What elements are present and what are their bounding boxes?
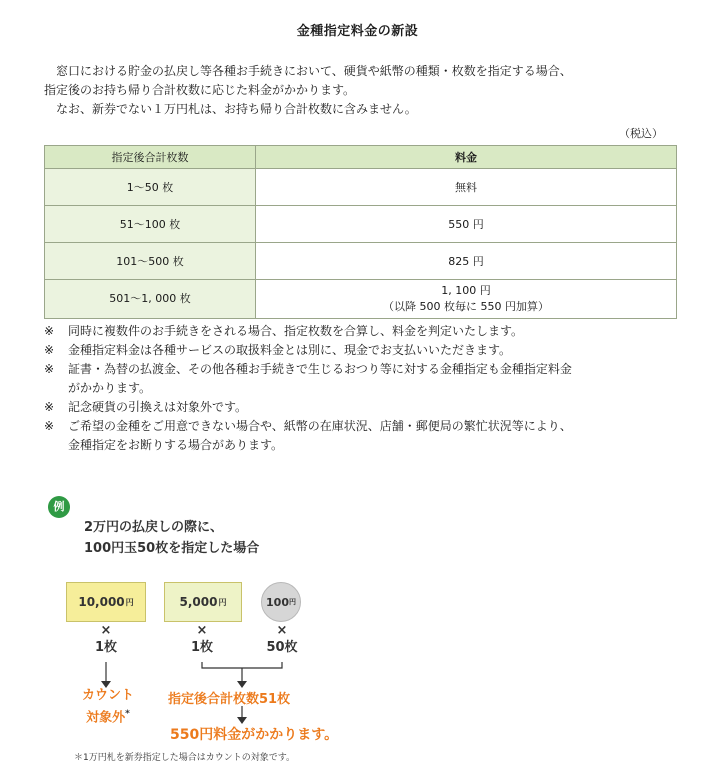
intro-line-1: 窓口における貯金の払戻し等各種お手続きにおいて、硬貨や紙幣の種類・枚数を指定する場合、: [56, 64, 572, 78]
yen-unit: 円: [218, 597, 227, 607]
note-mark: ※: [44, 419, 55, 433]
times-sign: ×: [196, 623, 208, 638]
row-fee-sub: （以降 500 枚毎に 550 円加算）: [383, 300, 549, 313]
example-title-line-1: 2万円の払戻しの際に、: [84, 520, 224, 535]
note-text-cont: 金種指定をお断りする場合があります。: [68, 438, 284, 452]
header-fee: 料金: [256, 146, 677, 169]
times-sign: ×: [276, 623, 288, 638]
note-text: 同時に複数件のお手続きをされる場合、指定枚数を合算し、料金を判定いたします。: [68, 324, 524, 338]
excluded-line-1: カウント: [81, 688, 134, 703]
note-mark: ※: [44, 400, 55, 414]
tax-included-note: （税込）: [619, 127, 663, 140]
excluded-line-2: 対象外: [86, 710, 126, 726]
note-text: 証書・為替の払渡金、その他各種お手続きで生じるおつり等に対する金種指定も金種指定料金: [68, 362, 572, 376]
example-badge: 例: [48, 496, 70, 518]
bracket-line: [202, 662, 282, 668]
row-fee: 825 円: [256, 243, 677, 280]
result-label: 550円料金がかかります。: [170, 727, 339, 743]
intro-line-2: 指定後のお持ち帰り合計枚数に応じた料金がかかります。: [44, 83, 356, 97]
row-count: 501～1, 000 枚: [45, 280, 256, 319]
yen-unit: 円: [125, 597, 134, 607]
row-fee: 550 円: [256, 206, 677, 243]
arrow-head-result: [237, 717, 247, 724]
total-count-label: 指定後合計枚数51枚: [168, 692, 291, 707]
excluded-label: [72, 687, 144, 727]
note-text: ご希望の金種をご用意できない場合や、紙幣の在庫状況、店舗・郵便局の繁忙状況等により、: [68, 419, 572, 433]
row-fee-main: 1, 100 円: [441, 284, 491, 297]
asterisk-mark: *: [125, 709, 130, 719]
row-fee: 無料: [256, 169, 677, 206]
row-count: 101～500 枚: [45, 243, 256, 280]
yen-unit: 円: [288, 598, 296, 606]
count-100-value: 50枚: [266, 640, 298, 655]
intro-line-3: なお、新券でない１万円札は、お持ち帰り合計枚数に含みません。: [56, 102, 417, 116]
page-title: 金種指定料金の新設: [296, 24, 419, 39]
note-mark: ※: [44, 324, 55, 338]
row-count: 1～50 枚: [45, 169, 256, 206]
arrow-head-total: [237, 681, 247, 688]
note-text: 記念硬貨の引換えは対象外です。: [68, 400, 248, 414]
times-sign: ×: [100, 623, 112, 638]
count-10000-value: 1枚: [94, 640, 118, 655]
footnote: ＊1万円札を新券指定した場合はカウントの対象です。: [74, 753, 296, 763]
header-count: 指定後合計枚数: [45, 146, 256, 169]
count-5000-value: 1枚: [190, 640, 214, 655]
coin-100-amount: 100: [266, 595, 289, 609]
note-text-cont: がかかります。: [68, 381, 152, 395]
note-mark: ※: [44, 362, 55, 376]
note-text: 金種指定料金は各種サービスの取扱料金とは別に、現金でお支払いいただきます。: [68, 343, 512, 357]
example-title-line-2: 100円玉50枚を指定した場合: [84, 541, 260, 556]
row-count: 51～100 枚: [45, 206, 256, 243]
note-mark: ※: [44, 343, 55, 357]
bill-5000-amount: 5,000: [179, 595, 218, 609]
bill-10000-amount: 10,000: [78, 595, 125, 609]
